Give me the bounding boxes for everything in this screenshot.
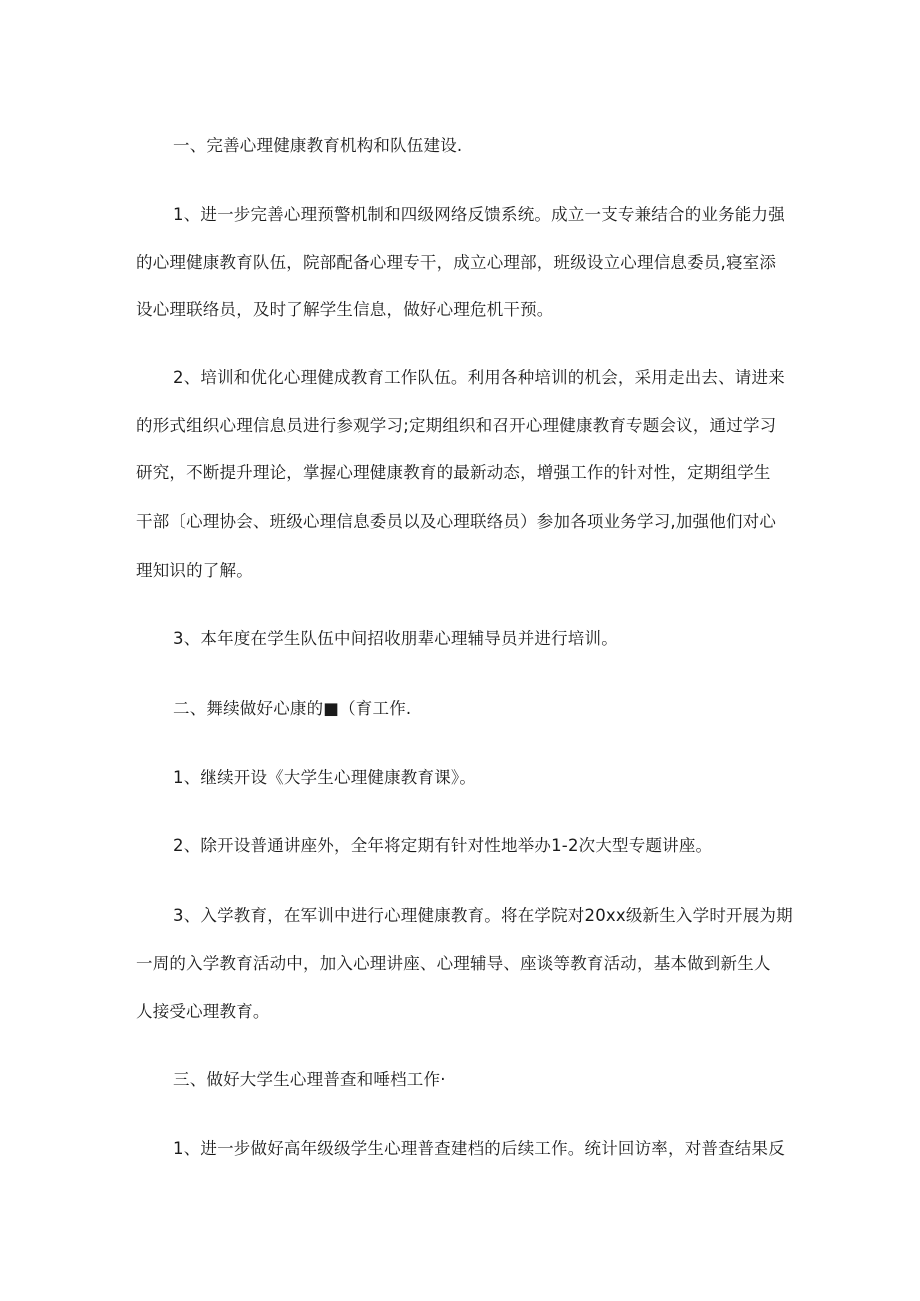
paragraph-line: 人接受心理教育。 [136,1002,270,1021]
paragraph-line: 2、除开设普通讲座外，全年将定期有针对性地举办1-2次大型专题讲座。 [173,836,713,855]
paragraph-line: 理知识的了解。 [136,561,253,580]
paragraph-line: 3、本年度在学生队伍中间招收朋辈心理辅导员并进行培训。 [173,629,618,648]
paragraph-line: 2、培训和优化心理健成教育工作队伍。利用各种培训的机会，采用走出去、请进来 [173,368,785,387]
paragraph-line: 干部〔心理协会、班级心理信息委员以及心理联络员）参加各项业务学习,加强他们对心 [136,512,777,531]
paragraph-line: 3、入学教育，在军训中进行心理健康教育。将在学院对20xx级新生入学时开展为期 [173,906,793,925]
paragraph-line: 的形式组织心理信息员进行参观学习;定期组织和召开心理健康教育专题会议，通过学习 [136,416,777,435]
paragraph-line: 的心理健康教育队伍，院部配备心理专干，成立心理部，班级设立心理信息委员,寝室添 [136,253,777,272]
paragraph-line: 研究，不断提升理论，掌握心理健康教育的最新动态，增强工作的针对性，定期组学生 [136,463,771,482]
paragraph-line: 一周的入学教育活动中，加入心理讲座、心理辅导、座谈等教育活动，基本做到新生人 [136,954,771,973]
paragraph-line: 1、进一步完善心理预警机制和四级网络反馈系统。成立一支专兼结合的业务能力强 [173,205,785,224]
paragraph-line: 1、进一步做好高年级级学生心理普查建档的后续工作。统计回访率，对普查结果反 [173,1139,785,1158]
section-heading-1: 一、完善心理健康教育机构和队伍建设. [173,136,463,155]
paragraph-line: 1、继续开设《大学生心理健康教育课》。 [173,768,477,787]
paragraph-line: 设心理联络员，及时了解学生信息，做好心理危机干预。 [136,300,554,319]
section-heading-3: 三、做好大学生心理普查和唾档工作· [173,1070,446,1089]
section-heading-2: 二、舞续做好心康的■（育工作. [173,699,412,718]
